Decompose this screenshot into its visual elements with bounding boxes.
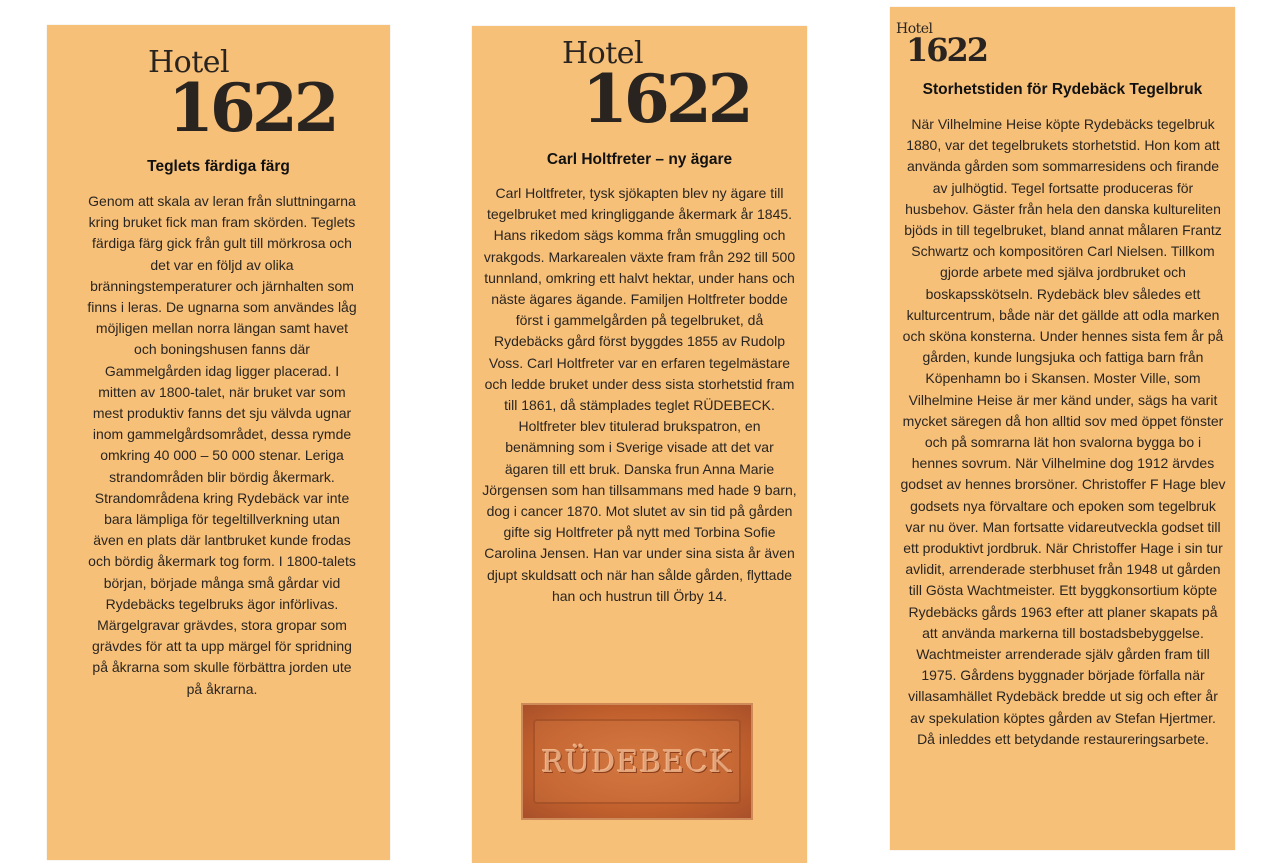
panel-body-text: Genom att skala av leran från sluttningarna kring bruket fick man fram skörden. Teglets färdiga färg gick från gult till mörkrosa och det var en följd av olika bränningstemperaturer och järnhalten som finns i leras. De ugnarna som användes låg möjligen mellan norra längan samt havet och boningshusen fanns där Gammelgården idag ligger placerad. I mitten av 1800-talet, när bruket var som mest produktiv fanns det sju välvda ugnar inom gammelgårdsområdet, dessa rymde omkring 40 000 – 50 000 stenar. Leriga strandområden blir bördig åkermark. Strandområdena kring Rydebäck var inte bara lämpliga för tegeltillverkning utan även en plats där lantbruket kunde frodas och bördig åkermark tog form. I 1800-talets början, började många små gårdar vid Rydebäcks tegelbruks ägor införlivas. Märgelgravar grävdes, stora gropar som grävdes för att ta upp märgel för spridning på åkrarna som skulle förbättra jorden ute på åkrarna.: [87, 193, 357, 697]
rudebeck-brick-image: [521, 703, 753, 820]
brochure-panel-1: [47, 25, 390, 860]
logo-hotel-text: Hotel: [562, 36, 644, 71]
panel-body-text: Carl Holtfreter, tysk sjökapten blev ny ägare till tegelbruket med kringliggande åkermark år 1845. Hans rikedom sägs komma från smuggling och vrakgods. Markarealen växte fram från 292 till 500 tunnland, omkring ett halvt hektar, under hans och näste ägares ägande. Familjen Holtfreter bodde först i gammelgården på tegelbruket, då Rydebäcks gård först byggdes 1855 av Rudolp Voss. Carl Holtfreter var en erfaren tegelmästare och ledde bruket under dess sista storhetstid fram till 1861, då stämplades teglet RÜDEBECK. Holtfreter blev titulerad brukspatron, en benämning som i Sverige visade att det var ägaren till ett bruk. Danska frun Anna Marie Jörgensen som han tillsammans med hade 9 barn, dog i cancer 1870. Mot slutet av sin tid på gården gifte sig Holtfreter på nytt med Torbina Sofie Carolina Jensen. Han var under sina sista år även djupt skuldsatt och när han sålde gården, flyttade han och hustrun till Örby 14.: [482, 185, 797, 604]
logo-hotel-text: Hotel: [148, 45, 230, 80]
logo-number-text: 1622: [906, 31, 988, 69]
brochure-panel-3: [890, 7, 1235, 850]
brochure-panel-2: [472, 26, 807, 863]
panel-heading: Storhetstiden för Rydebäck Tegelbruk: [922, 81, 1203, 98]
brick-stamp-text: RÜDEBECK: [541, 745, 733, 780]
panel-heading: Teglets färdiga färg: [147, 158, 290, 175]
logo-number-text: 1622: [582, 60, 750, 138]
logo-number-text: 1622: [168, 69, 336, 147]
logo-hotel-text: Hotel: [896, 21, 933, 37]
panel-body-text: När Vilhelmine Heise köpte Rydebäcks tegelbruk 1880, var det tegelbrukets storhetstid. Hon kom att använda gården som sommarresidens och firande av julhögtid. Tegel fortsatte produceras för husbehov. Gäster från hela den danska kultureliten bjöds in till tegelbruket, bland annat målaren Frantz Schwartz och kompositören Carl Nielsen. Tillkom gjorde arbete med själva jordbruket och boskapsskötseln. Rydebäck blev således ett kulturcentrum, både när det gällde att odla marken och sköna konsterna. Under hennes sista fem år på gården, kunde lungsjuka och fattiga barn från Köpenhamn bo i Skansen. Moster Ville, som Vilhelmine Heise är mer känd under, sägs ha varit mycket säregen då hon alltid sov med öppet fönster och på somrarna lät hon svalorna bygga bo i hennes sovrum. När Vilhelmine dog 1912 ärvdes godset av hennes brorsöner. Christoffer F Hage blev godsets nya förvaltare och epoken som tegelbruk var nu över. Man fortsatte vidareutveckla godset till ett produktivt jordbruk. När Christoffer Hage i sin tur avlidit, arrenderade sterbhuset från 1948 ut gården till Gösta Wachtmeister. Ett byggkonsortium köpte Rydebäcks gårds 1963 efter att planer skapats på att använda markerna till bostadsbebyggelse. Wachtmeister arrenderade själv gården fram till 1975. Gårdens byggnader började förfalla när villasamhället Rydebäck bredde ut sig och efter år av spekulation köptes gården av Stefan Hjertmer. Då inleddes ett betydande restaureringsarbete.: [900, 116, 1226, 747]
panel-heading: Carl Holtfreter – ny ägare: [546, 151, 733, 168]
